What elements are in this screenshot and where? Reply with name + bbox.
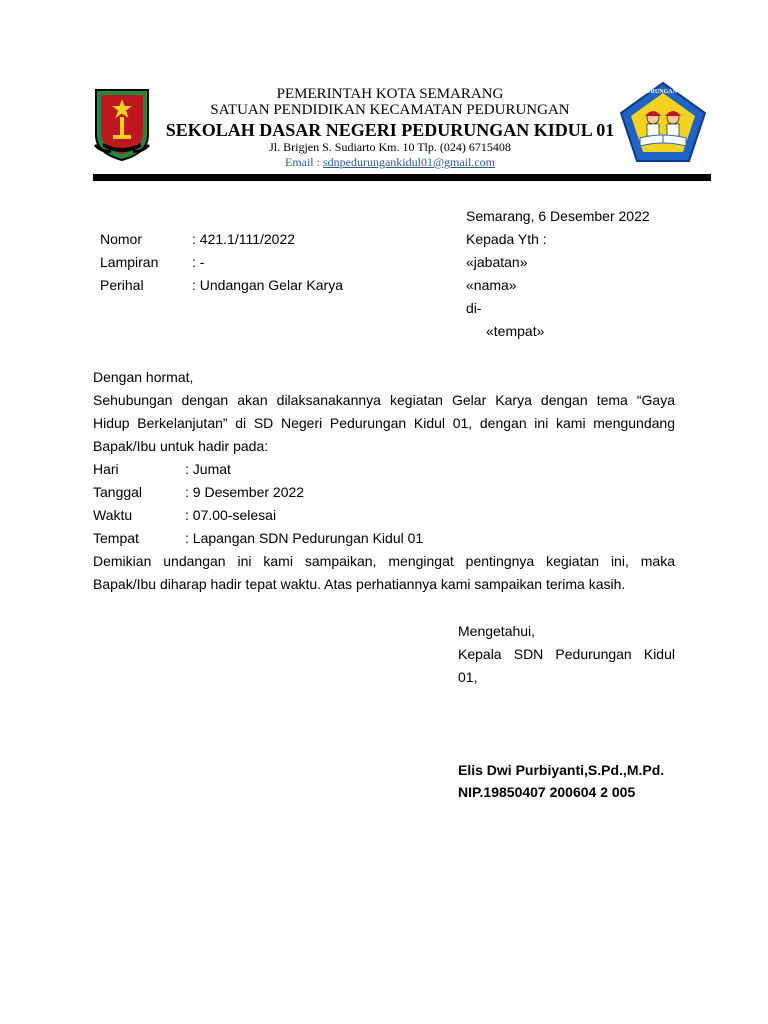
recipient-nama: «nama» (466, 277, 517, 293)
sign-mengetahui: Mengetahui, (458, 623, 536, 639)
letterhead-rule (93, 174, 711, 181)
lampiran-value: : - (192, 254, 205, 270)
kop-school-name: SEKOLAH DASAR NEGERI PEDURUNGAN KIDUL 01 (165, 120, 615, 140)
salutation: Dengan hormat, (93, 369, 194, 385)
email-link[interactable]: sdnpedurungankidul01@gmail.com (322, 155, 496, 169)
kop-government: PEMERINTAH KOTA SEMARANG (276, 86, 504, 102)
nomor-value: : 421.1/111/2022 (192, 231, 296, 247)
intro-line-1: Sehubungan dengan akan dilaksanakannya kegiatan Gelar Karya dengan tema “Gaya (93, 392, 675, 408)
detail-waktu-value: : 07.00-selesai (185, 507, 277, 523)
email-label: Email : (284, 155, 323, 169)
intro-line-3: Bapak/Ibu untuk hadir pada: (93, 438, 269, 454)
recipient-di: di- (466, 300, 482, 316)
kop-address: Jl. Brigjen S. Sudiarto Km. 10 Tlp. (024) 6715408 (269, 140, 511, 154)
kop-education-unit: SATUAN PENDIDIKAN KECAMATAN PEDURUNGAN (210, 102, 570, 118)
detail-hari-label: Hari (93, 461, 119, 477)
detail-tanggal-label: Tanggal (93, 484, 143, 500)
sign-position-line-2: 01, (458, 669, 478, 685)
nomor-label: Nomor (100, 231, 143, 247)
letter-date: Semarang, 6 Desember 2022 (466, 208, 650, 224)
detail-waktu-label: Waktu (93, 507, 133, 523)
kop-email (160, 155, 620, 169)
sign-nip: NIP.19850407 200604 2 005 (458, 784, 636, 800)
sign-position-line-1: Kepala SDN Pedurungan Kidul (458, 646, 675, 662)
school-logo-text: SDN PEDURUNGAN KIDUL 01 (620, 89, 706, 95)
detail-tempat-value: : Lapangan SDN Pedurungan Kidul 01 (185, 530, 424, 546)
detail-hari-value: : Jumat (185, 461, 231, 477)
detail-tempat-label: Tempat (93, 530, 139, 546)
lampiran-label: Lampiran (100, 254, 159, 270)
semarang-city-emblem (93, 87, 151, 163)
school-logo (618, 80, 708, 164)
closing-line-1: Demikian undangan ini kami sampaikan, mengingat pentingnya kegiatan ini, maka (93, 553, 675, 569)
sign-name: Elis Dwi Purbiyanti,S.Pd.,M.Pd. (458, 762, 665, 778)
closing-line-2: Bapak/Ibu diharap hadir tepat waktu. Atas perhatiannya kami sampaikan terima kasih. (93, 576, 626, 592)
perihal-label: Perihal (100, 277, 144, 293)
detail-tanggal-value: : 9 Desember 2022 (185, 484, 305, 500)
intro-line-2: Hidup Berkelanjutan” di SD Negeri Pedurungan Kidul 01, dengan ini kami mengundang (93, 415, 675, 431)
recipient-kepada: Kepada Yth : (466, 231, 547, 247)
recipient-tempat: «tempat» (486, 323, 545, 339)
recipient-jabatan: «jabatan» (466, 254, 528, 270)
perihal-value: : Undangan Gelar Karya (192, 277, 343, 293)
